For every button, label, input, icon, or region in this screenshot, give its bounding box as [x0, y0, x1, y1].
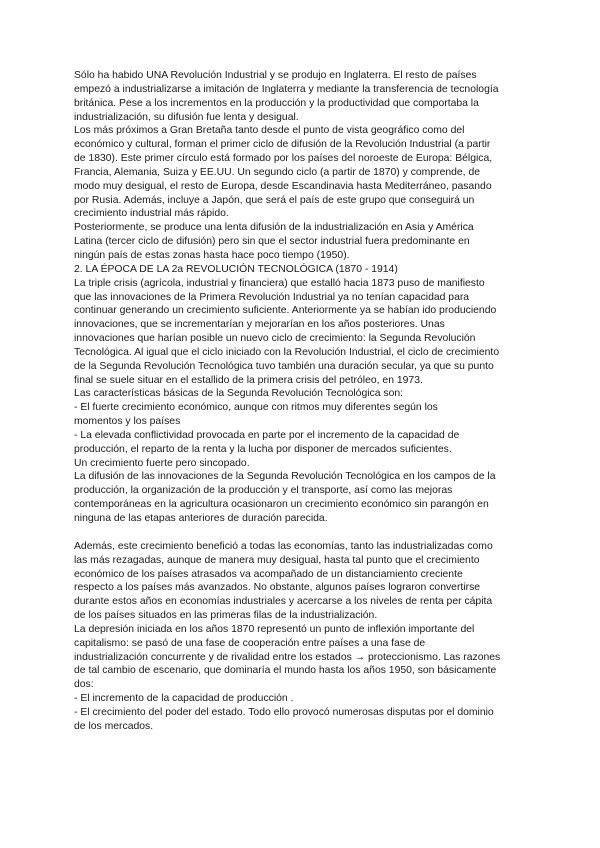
list-item-state-power: - El crecimiento del poder del estado. Todo ello provocó numerosas disputas por el dominio de los mercados.: [74, 706, 494, 732]
list-item-economic-growth: - El fuerte crecimiento económico, aunque con ritmos muy diferentes según los momentos y los países: [74, 402, 438, 428]
paragraph-triple-crisis: La triple crisis (agrícola, industrial y financiera) que estalló hacia 1873 puso de manifiesto que las innovaciones de la Primera Revolución Industrial ya no tenían capacidad para continuar generando un crecimiento suficiente. Anteriormente ya se habían ido produciendo innovaciones, que se incrementarían y mejorarían en los años posteriores. Unas innovaciones que harían posible un nuevo ciclo de crecimiento: la Segunda Revolución Tecnológica. Al igual que el ciclo iniciado con la Revolución Industrial, el ciclo de crecimiento de la Segunda Revolución Tecnológica tuvo también una duración secular, ya que su punto final se suele situar en el estallido de la primera crisis del petróleo, en 1973.: [74, 277, 500, 386]
paragraph-characteristics-intro: Las características básicas de la Segunda Revolución Tecnológica son:: [74, 388, 404, 400]
list-item-production-capacity: - El incremento de la capacidad de producción .: [74, 693, 294, 705]
paragraph-third-diffusion-cycle: Posteriormente, se produce una lenta difusión de la industrialización en Asia y América Latina (tercer ciclo de difusión) pero sin que el sector industrial fuera predominante en ningún país de estas zonas hasta hace poco tiempo (1950).: [74, 222, 474, 261]
section-heading-second-revolution: 2. LA ÉPOCA DE LA 2a REVOLUCIÓN TECNOLÓGICA (1870 - 1914): [74, 263, 398, 275]
paragraph-spacer: [74, 526, 534, 540]
paragraph-depression-1870: La depresión iniciada en los años 1870 representó un punto de inflexión importante del capitalismo: se pasó de una fase de cooperación entre países a una fase de industrialización concurrente y de rivalidad entre los estados → proteccionismo. Las razones de tal cambio de escenario, que dominaría el mundo hasta los años 1950, son básicamente dos:: [74, 623, 501, 691]
paragraph-first-diffusion-cycle: Los más próximos a Gran Bretaña tanto desde el punto de vista geográfico como del económico y cultural, forman el primer ciclo de difusión de la Revolución Industrial (a partir de 1830). Este primer círculo está formado por los países del noroeste de Europa: Bélgica, Francia, Alemania, Suiza y EE.UU. Un segundo ciclo (a partir de 1870) y comprende, de modo muy desigual, el resto de Europa, desde Escandinavia hasta Mediterráneo, pasando por Rusia. Además, incluye a Japón, que será el país de este grupo que conseguirá un crecimiento industrial más rápido.: [74, 125, 493, 220]
list-item-conflict: - La elevada conflictividad provocada en parte por el incremento de la capacidad de producción, el reparto de la renta y la lucha por disponer de mercados suficientes.: [74, 429, 460, 455]
paragraph-growth-benefits: Además, este crecimiento benefició a todas las economías, tanto las industrializadas como las más rezagadas, aunque de manera muy desigual, hasta tal punto que el crecimiento económico de los países atrasados va acompañado de un distanciamiento creciente respecto a los países más avanzados. No obstante, algunos países lograron convertirse durante estos años en economías industriales y acercarse a los niveles de renta per cápita de los países situados en las primeras filas de la industrialización.: [74, 540, 493, 622]
document-page: [74, 69, 534, 734]
paragraph-industrial-revolution-intro: Sólo ha habido UNA Revolución Industrial y se produjo en Inglaterra. El resto de países empezó a industrializarse a imitación de Inglaterra y mediante la transferencia de tecnología británica. Pese a los incrementos en la producción y la productividad que comportaba la industrialización, su difusión fue lenta y desigual.: [74, 70, 499, 123]
paragraph-syncopated-growth: Un crecimiento fuerte pero sincopado.: [74, 457, 250, 469]
paragraph-innovation-diffusion: La difusión de las innovaciones de la Segunda Revolución Tecnológica en los campos de la producción, la organización de la producción y el transporte, así como las mejoras contemporáneas en la agricultura ocasionaron un crecimiento económico sin parangón en ninguna de las etapas anteriores de duración parecida.: [74, 471, 496, 524]
